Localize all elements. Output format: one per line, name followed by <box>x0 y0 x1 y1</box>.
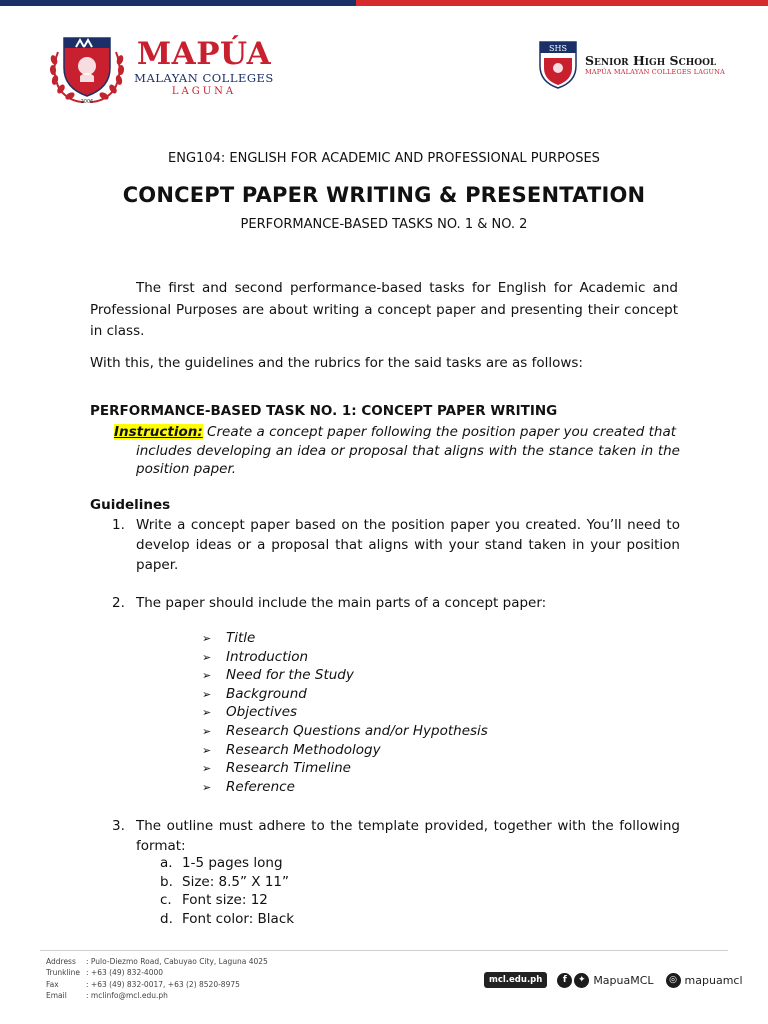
instruction-block <box>114 423 680 479</box>
arrow-bullet-icon: ➢ <box>202 780 212 794</box>
footer-social <box>484 970 755 990</box>
fax-value: : +63 (49) 832-0017, +63 (2) 8520-8975 <box>86 979 240 989</box>
shs-crest-logo <box>538 40 578 90</box>
guideline-item <box>112 515 680 575</box>
guideline-number: 2. <box>112 595 125 611</box>
trunkline-value: : +63 (49) 832-4000 <box>86 968 164 978</box>
website-link[interactable]: mcl.edu.ph <box>484 972 547 988</box>
format-list <box>160 854 294 928</box>
list-item: ➢ Research Timeline <box>202 759 488 778</box>
email-value: : mclinfo@mcl.edu.ph <box>86 991 168 1001</box>
top-bar-red <box>356 0 768 6</box>
address-value: : Pulo-Diezmo Road, Cabuyao City, Laguna 4025 <box>86 957 268 966</box>
social-handle-instagram[interactable]: mapuamcl <box>684 973 743 987</box>
instruction-text-first: Create a concept paper following the position paper you created that <box>202 424 677 440</box>
guideline-text: Write a concept paper based on the position paper you created. You’ll need to develop ideas or a proposal that aligns with your stand taken in your position paper. <box>136 517 680 573</box>
list-item: ➢ Research Questions and/or Hypothesis <box>202 722 488 741</box>
guideline-item <box>112 593 680 613</box>
arrow-bullet-icon: ➢ <box>202 706 212 720</box>
shs-title: Senior High School <box>585 53 717 68</box>
guideline-number: 3. <box>112 818 125 834</box>
task-heading: PERFORMANCE-BASED TASK NO. 1: CONCEPT PAPER WRITING <box>90 403 558 419</box>
list-item: ➢ Background <box>202 685 488 704</box>
arrow-bullet-icon: ➢ <box>202 687 212 701</box>
list-item: b. Size: 8.5” X 11” <box>160 873 290 890</box>
fax-label: Fax <box>46 979 59 989</box>
shs-brand <box>585 53 725 77</box>
concept-paper-parts-list <box>202 629 488 796</box>
facebook-icon[interactable]: f <box>557 973 572 988</box>
arrow-bullet-icon: ➢ <box>202 762 212 776</box>
social-handle[interactable]: MapuaMCL <box>593 973 654 987</box>
shs-subtitle: MAPÚA MALAYAN COLLEGES LAGUNA <box>585 68 725 76</box>
mapua-crest-logo <box>46 30 128 106</box>
list-item: c. Font size: 12 <box>160 892 268 908</box>
list-item: ➢ Objectives <box>202 703 488 722</box>
guideline-text: The outline must adhere to the template provided, together with the following format: <box>136 818 680 854</box>
guideline-item <box>112 816 680 856</box>
shs-badge-text: SHS <box>549 44 567 53</box>
footer-divider <box>40 950 728 951</box>
document-title: CONCEPT PAPER WRITING & PRESENTATION <box>122 183 646 207</box>
intro-paragraph-2: With this, the guidelines and the rubrics for the said tasks are as follows: <box>90 355 583 371</box>
email-label: Email <box>46 991 67 1001</box>
list-item: a. 1-5 pages long <box>160 855 283 871</box>
brand-subtitle: MALAYAN COLLEGES <box>134 71 274 85</box>
arrow-bullet-icon: ➢ <box>202 743 212 757</box>
instagram-icon[interactable]: ◎ <box>666 973 681 988</box>
crest-year: 2006 <box>80 99 94 105</box>
arrow-bullet-icon: ➢ <box>202 669 212 683</box>
trunkline-label: Trunkline <box>46 968 80 978</box>
instruction-text-rest: includes developing an idea or proposal that aligns with the stance taken in the position paper. <box>136 442 680 477</box>
twitter-icon[interactable]: ✦ <box>574 973 589 988</box>
top-bar-blue <box>0 0 356 6</box>
arrow-bullet-icon: ➢ <box>202 650 212 664</box>
arrow-bullet-icon: ➢ <box>202 632 212 645</box>
list-item: ➢ Introduction <box>202 648 488 667</box>
list-item: ➢ Reference <box>202 778 488 797</box>
intro-paragraph: The first and second performance-based tasks for English for Academic and Professional Purposes are about writing a concept paper and presenting their concept in class. <box>90 280 678 339</box>
arrow-bullet-icon: ➢ <box>202 724 212 738</box>
list-item: ➢ Research Methodology <box>202 741 488 760</box>
course-code: ENG104: ENGLISH FOR ACADEMIC AND PROFESSIONAL PURPOSES <box>168 151 600 166</box>
footer-contact <box>46 956 268 1002</box>
document-subtitle: PERFORMANCE-BASED TASKS NO. 1 & NO. 2 <box>240 217 528 232</box>
guideline-text: The paper should include the main parts of a concept paper: <box>136 595 547 611</box>
brand-location: LAGUNA <box>171 86 237 97</box>
instruction-label: Instruction: <box>114 424 203 440</box>
guideline-number: 1. <box>112 517 125 533</box>
address-label: Address <box>46 957 76 966</box>
brand-name: MAPÚA <box>136 36 272 72</box>
top-color-bar <box>0 0 768 6</box>
mapua-brand <box>134 38 274 98</box>
list-item: ➢ Title <box>202 629 488 648</box>
guidelines-heading: Guidelines <box>90 497 171 513</box>
list-item: ➢ Need for the Study <box>202 666 488 685</box>
list-item: d. Font color: Black <box>160 910 295 927</box>
